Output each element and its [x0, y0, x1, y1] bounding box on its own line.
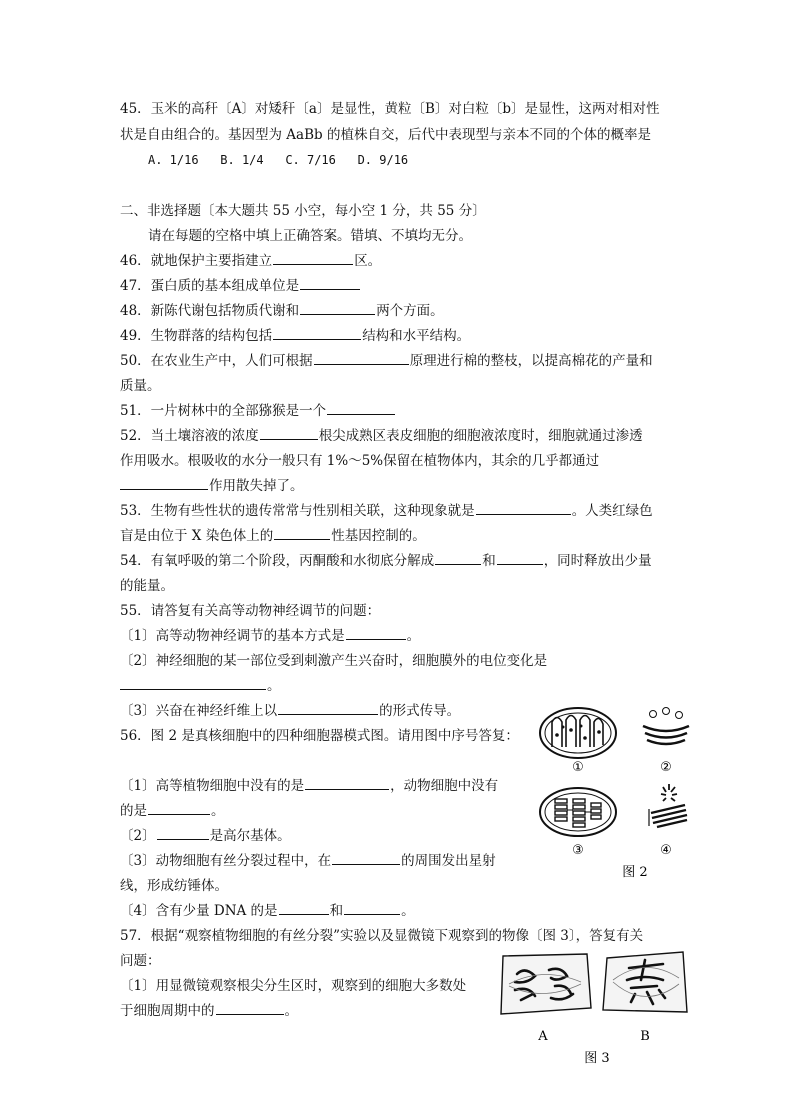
organelle-2-golgi [643, 708, 689, 745]
q54-line2: 的能量。 [120, 578, 174, 594]
q53-line1: 53．生物有些性状的遗传常常与性别相关联，这种现象就是 。人类红绿色 [120, 503, 653, 519]
q56-sub1: 〔1〕高等植物细胞中没有的是 ，动物细胞中没有 [120, 778, 499, 794]
q56-blank-3[interactable] [157, 827, 209, 840]
fig2-label-1: ① [572, 760, 584, 775]
q50-line1: 50．在农业生产中，人们可根据 原理进行棉的整枝，以提高棉花的产量和 [120, 353, 653, 369]
q45-line2: 状是自由组合的。基因型为 AaBb 的植株自交，后代中表现型与亲本不同的个体的概率是 [120, 127, 651, 143]
q46-blank[interactable] [273, 252, 353, 265]
q47-blank[interactable] [300, 277, 360, 290]
q55-blank-3[interactable] [278, 702, 378, 715]
q46: 46．就地保护主要指建立 区。 [120, 253, 382, 269]
fig3-label-b: B [640, 1029, 650, 1044]
q56-title: 56．图 2 是真核细胞中的四种细胞器模式图。请用图中序号答复： [120, 728, 519, 744]
q54-blank-2[interactable] [497, 552, 543, 565]
q55-sub1: 〔1〕高等动物神经调节的基本方式是 。 [120, 628, 421, 644]
q57-line1: 57．根据“观察植物细胞的有丝分裂”实验以及显微镜下观察到的物像〔图 3〕，答复有关 [120, 928, 644, 944]
q56-blank-1[interactable] [305, 777, 389, 790]
q50-blank[interactable] [314, 352, 409, 365]
q49-blank[interactable] [273, 327, 361, 340]
q53-blank-2[interactable] [274, 527, 330, 540]
cell-a [501, 954, 591, 1014]
q52-blank-1[interactable] [260, 427, 318, 440]
fig2-label-4: ④ [660, 843, 672, 858]
fig2-label-2: ② [660, 760, 672, 775]
q52-line1: 52．当土壤溶液的浓度 根尖成熟区表皮细胞的细胞液浓度时，细胞就通过渗透 [120, 428, 643, 444]
q52-blank-2[interactable] [120, 477, 208, 490]
q57-sub1: 〔1〕用显微镜观察根尖分生区时，观察到的细胞大多数处 [120, 978, 467, 994]
q54-line1: 54．有氧呼吸的第二个阶段，丙酮酸和水彻底分解成 和 ，同时释放出少量 [120, 553, 652, 569]
q56-sub2: 〔2〕 是高尔基体。 [120, 828, 291, 844]
q55-title: 55．请答复有关高等动物神经调节的问题： [120, 603, 381, 619]
q53-line2: 盲是由位于 X 染色体上的 性基因控制的。 [120, 528, 426, 544]
q56-blank-6[interactable] [344, 902, 400, 915]
q56-sub3: 〔3〕动物细胞有丝分裂过程中，在 的周围发出星射 [120, 853, 496, 869]
q50-line2: 质量。 [120, 378, 161, 394]
q52-line2: 作用吸水。根吸收的水分一般只有 1%～5%保留在植物体内，其余的几乎都通过 [120, 453, 600, 469]
q57-line2: 问题： [120, 953, 161, 969]
option-a: A. 1/16 [148, 153, 199, 167]
figure-3-mitosis [495, 950, 695, 1070]
q55-sub3: 〔3〕兴奋在神经纤维上以 的形式传导。 [120, 703, 461, 719]
q56-sub1-cont: 的是 。 [120, 803, 225, 819]
q55-sub2-answer: 。 [120, 677, 281, 695]
q48-blank[interactable] [300, 302, 375, 315]
organelle-4-centriole [649, 784, 687, 827]
q52-line3: 作用散失掉了。 [120, 477, 304, 495]
q45-line1: 45．玉米的高秆〔A〕对矮秆〔a〕是显性，黄粒〔B〕对白粒〔b〕是显性，这两对相对性 [120, 101, 660, 117]
option-d: D. 9/16 [357, 153, 409, 167]
fig2-caption: 图 2 [622, 865, 648, 880]
section2-title: 二、非选择题〔本大题共 55 小空，每小空 1 分，共 55 分〕 [120, 203, 486, 219]
q55-sub2: 〔2〕神经细胞的某一部位受到刺激产生兴奋时，细胞膜外的电位变化是 [120, 653, 548, 669]
q51-blank[interactable] [327, 402, 395, 415]
q56-blank-4[interactable] [332, 852, 400, 865]
figure-2-organelles [535, 700, 695, 885]
q54-blank-1[interactable] [435, 552, 481, 565]
q56-blank-5[interactable] [279, 902, 329, 915]
q55-blank-2[interactable] [120, 677, 266, 690]
q57-sub1-cont: 于细胞周期中的 。 [120, 1003, 298, 1019]
organelle-1-mitochondrion [540, 708, 616, 758]
q51: 51．一片树林中的全部猕猴是一个 [120, 402, 396, 420]
cell-b [603, 952, 687, 1012]
fig3-caption: 图 3 [584, 1051, 610, 1066]
q49: 49．生物群落的结构包括 结构和水平结构。 [120, 328, 471, 344]
q56-sub4: 〔4〕含有少量 DNA 的是 和 。 [120, 903, 415, 919]
q53-blank-1[interactable] [476, 502, 571, 515]
organelle-3-chloroplast [540, 788, 616, 836]
fig3-label-a: A [538, 1029, 548, 1044]
q45-options [148, 151, 408, 169]
q47: 47．蛋白质的基本组成单位是 [120, 277, 361, 295]
q48: 48．新陈代谢包括物质代谢和 两个方面。 [120, 303, 444, 319]
q57-blank-1[interactable] [216, 1002, 284, 1015]
option-c: C. 7/16 [285, 153, 336, 167]
option-b: B. 1/4 [220, 153, 264, 167]
q55-blank-1[interactable] [346, 627, 406, 640]
q56-blank-2[interactable] [148, 802, 210, 815]
section2-instruction: 请在每题的空格中填上正确答案。错填、不填均无分。 [148, 228, 472, 244]
fig2-label-3: ③ [572, 843, 584, 858]
q56-sub3-cont: 线，形成纺锤体。 [120, 878, 228, 894]
